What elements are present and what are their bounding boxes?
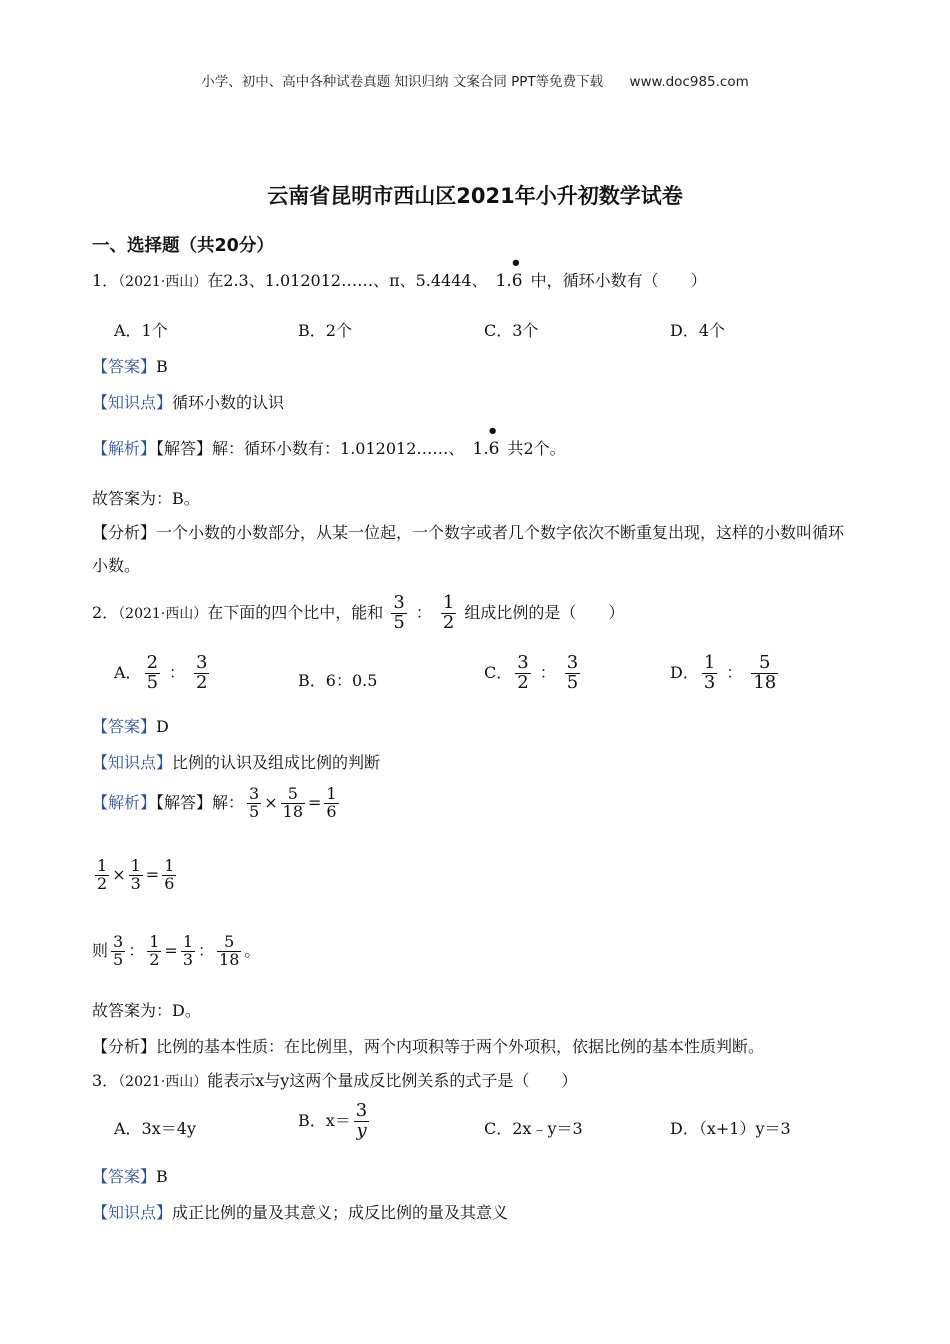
- q2-option-b[interactable]: B．6：0.5: [298, 671, 378, 690]
- q1-option-a[interactable]: A．1个: [114, 321, 168, 340]
- repeat-dot: •: [510, 253, 522, 274]
- knowledge-tag: 【知识点】: [92, 393, 173, 412]
- answer-tag: 【答案】: [92, 1167, 157, 1186]
- q3-option-a[interactable]: A．3x＝4y: [114, 1119, 196, 1138]
- header-text: 小学、初中、高中各种试卷真题 知识归纳 文案合同 PPT等免费下载: [201, 74, 604, 90]
- q2-option-d[interactable]: D． $\frac{1}{3}$ ： $\frac{5}{18}$: [670, 652, 777, 693]
- q1-conclusion: 故答案为：B。: [92, 489, 200, 508]
- question-source: （2021·西山）: [118, 605, 208, 622]
- stem-text: 中，循环小数有（ ）: [530, 271, 707, 290]
- q2-fenxi: [92, 1034, 764, 1057]
- stem-text: 在2.3、1.012012……、π、5.4444、: [207, 271, 488, 290]
- question-number: 1．: [92, 271, 119, 290]
- q3-option-b[interactable]: B．x＝ $\frac{3}{y}$: [298, 1100, 368, 1141]
- analysis-tag: 【解析】: [92, 792, 157, 812]
- page-header: [0, 70, 950, 90]
- fraction-2-5: $\frac{2}{5}$: [146, 652, 159, 693]
- fraction-3-5: $\frac{3}{5}$: [566, 652, 579, 693]
- solve-tag: 【解答】: [156, 792, 213, 812]
- fraction-3-y: $\frac{3}{y}$: [355, 1100, 368, 1141]
- q2-analysis: 【解析】【解答】解： $\frac{3}{5}$ × $\frac{5}{18}$ = $\frac{1}{6}$: [92, 784, 337, 821]
- answer-value: B: [156, 1167, 168, 1186]
- q3-option-c[interactable]: C．2x﹣y＝3: [484, 1119, 583, 1138]
- question-number: 2．: [92, 602, 119, 622]
- fenxi-text: 比例的基本性质：在比例里，两个内项积等于两个外项积，依据比例的基本性质判断。: [156, 1037, 765, 1056]
- document-title: 云南省昆明市西山区2021年小升初数学试卷: [267, 184, 683, 208]
- q3-option-d[interactable]: D．（x+1）y＝3: [670, 1119, 791, 1138]
- fenxi-tag: 【分析】: [92, 1037, 157, 1056]
- fraction-5-18: $\frac{5}{18}$: [219, 932, 240, 969]
- q1-option-c[interactable]: C．3个: [484, 321, 539, 340]
- section-title: 一、选择题（共20分）: [92, 236, 274, 256]
- q2-option-c[interactable]: C． $\frac{3}{2}$ ： $\frac{3}{5}$: [484, 652, 579, 693]
- fraction-1-2: $\frac{1}{2}$: [97, 856, 108, 893]
- fraction-5-18: $\frac{5}{18}$: [282, 784, 303, 821]
- repeating-decimal: 1.6 •: [495, 253, 523, 291]
- stem-text: 在下面的四个比中，能和: [207, 602, 384, 622]
- repeat-dot: •: [486, 421, 499, 442]
- fraction-3-2: $\frac{3}{2}$: [196, 652, 208, 693]
- knowledge-tag: 【知识点】: [92, 1203, 173, 1222]
- stem-text: 能表示x与y这两个量成反比例关系的式子是（ ）: [207, 1071, 578, 1090]
- q3-knowledge: [92, 1200, 508, 1223]
- fraction-1-3: $\frac{1}{3}$: [130, 856, 141, 893]
- fraction-5-18: $\frac{5}{18}$: [753, 652, 777, 693]
- answer-value: D: [156, 717, 169, 736]
- q2-knowledge: [92, 750, 380, 773]
- fraction-3-2: $\frac{3}{2}$: [517, 652, 529, 693]
- fraction-3-5: $\frac{3}{5}$: [113, 932, 124, 969]
- q2-answer: [92, 714, 169, 737]
- question-3-stem: [92, 1068, 577, 1091]
- q1-analysis: [92, 421, 566, 459]
- fraction-1-2: $\frac{1}{2}$: [442, 592, 455, 633]
- knowledge-tag: 【知识点】: [92, 753, 173, 772]
- answer-tag: 【答案】: [92, 357, 157, 376]
- knowledge-text: 成正比例的量及其意义；成反比例的量及其意义: [172, 1203, 509, 1222]
- q2-analysis-line-3: 则 $\frac{3}{5}$ ： $\frac{1}{2}$ = $\frac{1}{3}$ ： $\frac{5}{18}$ 。: [92, 932, 261, 969]
- q1-option-d[interactable]: D．4个: [670, 321, 726, 340]
- fraction-3-5: $\frac{3}{5}$: [393, 592, 405, 633]
- q3-answer: [92, 1164, 168, 1187]
- q1-option-b[interactable]: B．2个: [298, 321, 352, 340]
- fenxi-text: 一个小数的小数部分，从某一位起，一个数字或者几个数字依次不断重复出现，这样的小数叫循环小数。: [92, 523, 845, 575]
- fraction-1-2: $\frac{1}{2}$: [149, 932, 160, 969]
- q1-fenxi: [92, 516, 852, 582]
- fenxi-tag: 【分析】: [92, 523, 157, 542]
- q2-analysis-line-2: $\frac{1}{2}$ × $\frac{1}{3}$ = $\frac{1}{6}$: [97, 856, 175, 893]
- question-source: （2021·西山）: [118, 274, 208, 290]
- fraction-1-3: $\frac{1}{3}$: [182, 932, 193, 969]
- fraction-1-6: $\frac{1}{6}$: [326, 784, 337, 821]
- repeating-decimal: 1.6 •: [472, 421, 500, 459]
- q1-knowledge: [92, 390, 284, 413]
- analysis-text: 解：循环小数有：1.012012……、: [212, 439, 465, 458]
- question-2-stem: 2．（2021·西山）在下面的四个比中，能和 $\frac{3}{5}$ ： $\frac{1}{2}$ 组成比例的是（ ）: [92, 592, 625, 633]
- question-source: （2021·西山）: [118, 1074, 208, 1090]
- fraction-1-6: $\frac{1}{6}$: [164, 856, 175, 893]
- knowledge-text: 比例的认识及组成比例的判断: [172, 753, 381, 772]
- fraction-3-5: $\frac{3}{5}$: [249, 784, 260, 821]
- q2-conclusion: 故答案为：D。: [92, 1001, 201, 1020]
- q2-option-a[interactable]: A． $\frac{2}{5}$ ： $\frac{3}{2}$: [114, 652, 208, 693]
- analysis-text: 共2个。: [507, 439, 566, 458]
- analysis-tag: 【解析】: [92, 439, 157, 458]
- solve-tag: 【解答】: [156, 439, 213, 458]
- question-number: 3．: [92, 1071, 119, 1090]
- fraction-1-3: $\frac{1}{3}$: [703, 652, 716, 693]
- header-site-link[interactable]: www.doc985.com: [629, 74, 749, 90]
- q1-answer: [92, 354, 168, 377]
- knowledge-text: 循环小数的认识: [172, 393, 285, 412]
- answer-tag: 【答案】: [92, 717, 157, 736]
- question-1-stem: [92, 253, 707, 291]
- answer-value: B: [156, 357, 168, 376]
- stem-text: 组成比例的是（ ）: [464, 602, 625, 622]
